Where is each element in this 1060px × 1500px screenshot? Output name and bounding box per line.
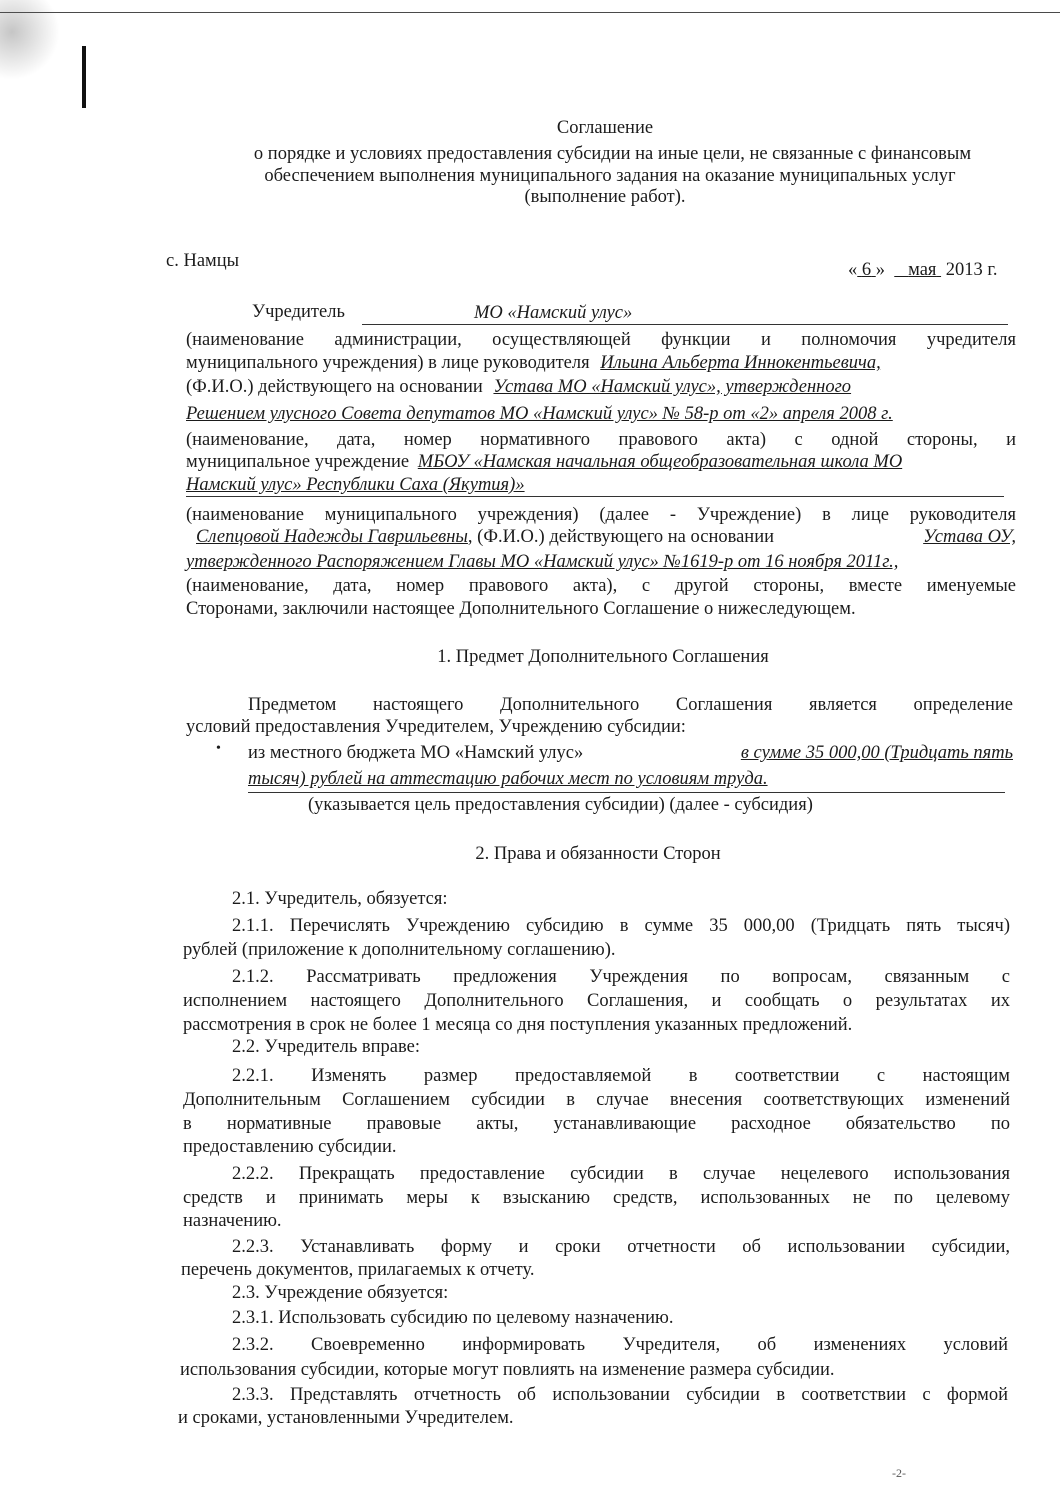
clause-2-1-2: 2.1.2. Рассматривать предложения Учреждения по вопросам, связанным с (232, 967, 1010, 987)
document-title: Соглашение (556, 118, 654, 138)
date (848, 259, 997, 281)
date-month-value: мая (908, 260, 937, 280)
clause-2-2-1-cont-2: в нормативные правовые акты, устанавливающие расходное обязательство по (183, 1114, 1010, 1134)
clause-2-2-2: 2.2.2. Прекращать предоставление субсидии в случае нецелевого использования (232, 1164, 1010, 1184)
date-open-quote: « (848, 260, 858, 280)
subtitle-line-1: о порядке и условиях предоставления субсидии на иные цели, не связанные с финансовым (253, 144, 972, 164)
section-1-line-1: Предметом настоящего Дополнительного Соглашения является определение (248, 695, 1013, 715)
section-1-line-2: условий предоставления Учредителем, Учреждению субсидии: (186, 717, 686, 737)
preamble-line-6: (наименование, дата, номер нормативного правового акта) с одной стороны, и (186, 430, 1016, 450)
binder-mark (82, 46, 86, 108)
founder-fill-line (362, 324, 1008, 325)
founder-value: МО «Намский улус» (474, 303, 633, 323)
page-number: -2- (892, 1466, 906, 1480)
clause-2-2: 2.2. Учредитель вправе: (232, 1037, 420, 1057)
preamble-line-7-text: муниципальное учреждение (186, 452, 410, 472)
section-2-heading: 2. Права и обязанности Сторон (475, 844, 721, 864)
preamble-line-2: (наименование администрации, осуществляющей функции и полномочия учредителя (186, 330, 1016, 350)
section-1-bullet-line (248, 742, 1013, 764)
preamble-line-3-text: муниципального учреждения) в лице руководителя (186, 353, 590, 373)
institution-name: МБОУ «Намская начальная общеобразовательная школа МО (417, 452, 903, 472)
clause-2-2-1-cont-3: предоставлению субсидии. (183, 1137, 397, 1157)
order-ref: утвержденного Распоряжением Главы МО «Намский улус» №1619-р от 16 ноября 2011г., (186, 552, 899, 572)
bullet-text: из местного бюджета МО «Намский улус» (248, 743, 584, 763)
clause-2-2-3: 2.2.3. Устанавливать форму и сроки отчетности об использовании субсидии, (232, 1237, 1010, 1257)
clause-2-1-2-cont-1: исполнением настоящего Дополнительного Соглашения, и сообщать о результатах их (183, 991, 1010, 1011)
bullet-icon: • (216, 741, 221, 756)
clause-2-2-3-cont: перечень документов, прилагаемых к отчету. (181, 1260, 535, 1280)
preamble-line-12: (наименование, дата, номер правового акта), с другой стороны, вместе именуемые (186, 576, 1016, 596)
clause-2-2-2-cont-2: назначению. (183, 1211, 282, 1231)
clause-2-3: 2.3. Учреждение обязуется: (232, 1283, 449, 1303)
clause-2-2-1: 2.2.1. Изменять размер предоставляемой в соответствии с настоящим (232, 1066, 1010, 1086)
section-1-heading: 1. Предмет Дополнительного Соглашения (437, 647, 769, 667)
clause-2-2-1-cont-1: Дополнительным Соглашением субсидии в случае внесения соответствующих изменений (183, 1090, 1010, 1110)
clause-2-1: 2.1. Учредитель, обязуется: (232, 889, 448, 909)
school-charter: Устава ОУ, (923, 527, 1016, 547)
clause-2-1-1: 2.1.1. Перечислять Учреждению субсидию в сумме 35 000,00 (Тридцать пять тысяч) (232, 916, 1010, 936)
subsidy-amount: в сумме 35 000,00 (Тридцать пять (740, 743, 1013, 763)
decision-ref: Решением улусного Совета депутатов МО «Намский улус» № 58-р от «2» апреля 2008 г. (186, 404, 893, 424)
subtitle-line-2: обеспечением выполнения муниципального задания на оказание муниципальных услуг (264, 166, 956, 186)
clause-2-3-3-cont: и сроками, установленными Учредителем. (178, 1408, 514, 1428)
clause-2-3-3: 2.3.3. Представлять отчетность об использовании субсидии в соответствии с формой (232, 1385, 1008, 1405)
clause-2-3-2-cont: использования субсидии, которые могут повлиять на изменение размера субсидии. (180, 1360, 835, 1380)
clause-2-3-2: 2.3.2. Своевременно информировать Учредителя, об изменениях условий (232, 1335, 1008, 1355)
institution-fill-line (186, 496, 1004, 497)
preamble-line-13: Сторонами, заключили настоящее Дополнительного Соглашение о нижеследующем. (186, 599, 856, 619)
preamble-line-4-text: (Ф.И.О.) действующего на основании (186, 377, 483, 397)
preamble-line-9: (наименование муниципального учреждения) (далее - Учреждение) в лице руководителя (186, 505, 1016, 525)
preamble-line-7 (186, 451, 902, 473)
purpose-caption: (указывается цель предоставления субсидии) (далее - субсидия) (308, 795, 813, 815)
preamble-line-10 (186, 526, 1016, 548)
head-name: Ильина Альберта Иннокентьевича, (600, 353, 881, 373)
director-name: Слепцовой Надежды Гаврильевны (196, 527, 468, 547)
preamble-line-10-text: , (Ф.И.О.) действующего на основании (467, 527, 774, 547)
place: с. Намцы (166, 251, 240, 271)
subsidy-purpose: тысяч) рублей на аттестацию рабочих мест по условиям труда. (248, 769, 768, 789)
institution-name-cont: Намский улус» Республики Саха (Якутия)» (186, 475, 525, 495)
purpose-fill-line (248, 792, 1005, 793)
founder-label: Учредитель (252, 302, 345, 322)
date-month (894, 260, 941, 280)
clause-2-2-2-cont-1: средств и принимать меры к взысканию средств, использованных не по целевому (183, 1188, 1010, 1208)
date-day (857, 260, 876, 280)
charter-ref: Устава МО «Намский улус», утвержденного (493, 377, 852, 397)
clause-2-1-1-cont: рублей (приложение к дополнительному соглашению). (183, 940, 616, 960)
clause-2-3-1: 2.3.1. Использовать субсидию по целевому назначению. (232, 1308, 674, 1328)
date-close-quote: » (875, 260, 885, 280)
date-day-value: 6 (861, 260, 872, 280)
subtitle-line-3: (выполнение работ). (524, 187, 686, 207)
clause-2-1-2-cont-2: рассмотрения в срок не более 1 месяца со дня поступления указанных предложений. (183, 1015, 853, 1035)
date-year: 2013 г. (945, 260, 998, 280)
preamble-line-3 (186, 352, 881, 374)
preamble-line-4 (186, 376, 851, 398)
scan-smudge (0, 0, 60, 80)
scan-edge-line (0, 12, 1060, 13)
